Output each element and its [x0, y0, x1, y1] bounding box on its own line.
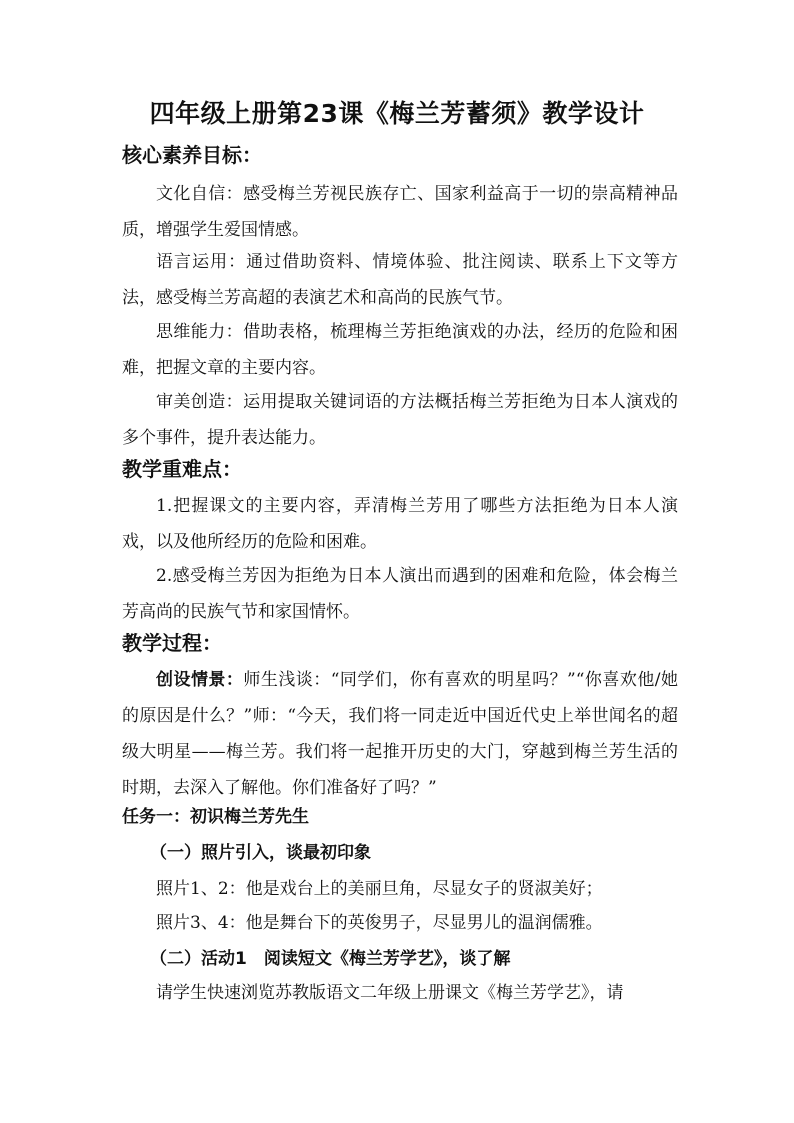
goal-language: 语言运用：通过借助资料、情境体验、批注阅读、联系上下文等方法，感受梅兰芳高超的表演艺术和高尚的民族气节。: [122, 252, 678, 308]
goal-thinking: 思维能力：借助表格，梳理梅兰芳拒绝演戏的办法，经历的危险和困难，把握文章的主要内容。: [122, 322, 678, 378]
last-paragraph-line: 请学生快速浏览苏教版语文二年级上册课文《梅兰芳学艺》，请: [156, 983, 624, 1003]
intro-paragraph: [122, 662, 678, 806]
key-points-heading: 教学重难点：: [122, 457, 242, 481]
key-point-2: 2.感受梅兰芳因为拒绝为日本人演出而遇到的困难和危险，体会梅兰芳高尚的民族气节和家国情怀。: [122, 566, 678, 622]
goal-aesthetic: 审美创造：运用提取关键词语的方法概括梅兰芳拒绝为日本人演戏的多个事件，提升表达能力。: [122, 392, 678, 448]
step-one-heading: （一）照片引入，谈最初印象: [150, 843, 371, 863]
intro-text: 师生浅谈：“同学们，你有喜欢的明星吗？”“你喜欢他/她的原因是什么？”师：“今天，我们将一同走近中国近代史上举世闻名的超级大明星——梅兰芳。我们将一起推开历史的大门，穿越到梅兰芳生活的时期，去深入了解他。你们准备好了吗？”: [122, 670, 678, 798]
step-two-heading: （二）活动1 阅读短文《梅兰芳学艺》，谈了解: [150, 949, 511, 969]
intro-lead: 创设情景：: [156, 670, 244, 690]
process-heading: 教学过程：: [122, 631, 222, 655]
goal-culture: 文化自信：感受梅兰芳视民族存亡、国家利益高于一切的崇高精神品质，增强学生爱国情感。: [122, 184, 678, 240]
photo-line-2: 照片3、4：他是舞台下的英俊男子，尽显男儿的温润儒雅。: [156, 913, 603, 933]
photo-line-1: 照片1、2：他是戏台上的美丽旦角，尽显女子的贤淑美好；: [156, 879, 603, 899]
document-title: 四年级上册第23课《梅兰芳蓄须》教学设计: [149, 99, 645, 128]
core-goals-heading: 核心素养目标：: [122, 143, 262, 167]
key-point-1: 1.把握课文的主要内容，弄清梅兰芳用了哪些方法拒绝为日本人演戏，以及他所经历的危险和困难。: [122, 496, 678, 552]
task-one-heading: 任务一：初识梅兰芳先生: [122, 807, 309, 827]
